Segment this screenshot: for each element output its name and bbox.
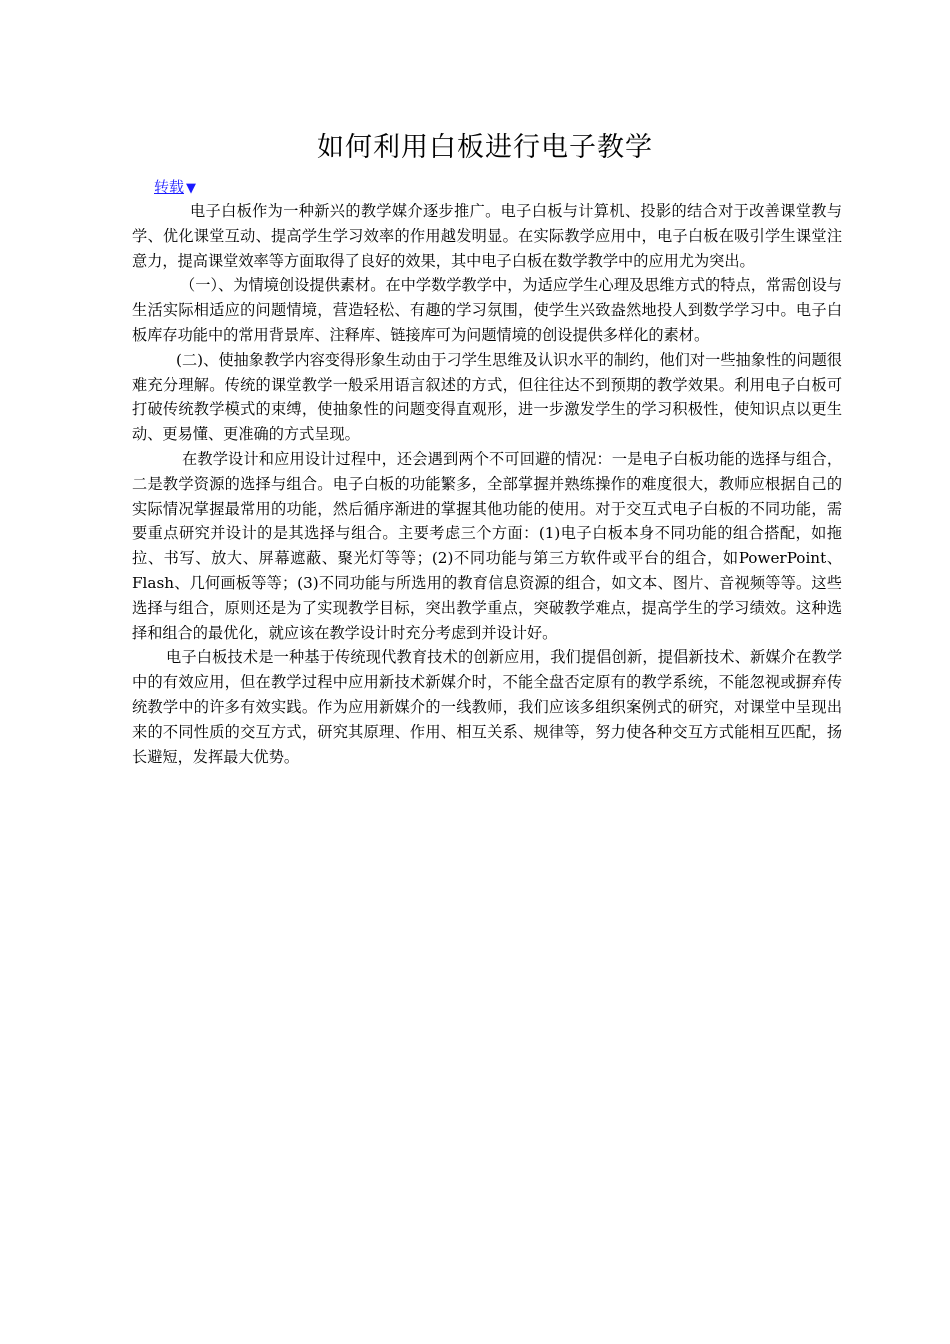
repost-label: 转载: [154, 178, 185, 196]
paragraph-section-2: (二)、使抽象教学内容变得形象生动由于刁学生思维及认识水平的制约，他们对一些抽象性的问题很难充分理解。传统的课堂教学一般采用语言叙述的方式，但往往达不到预期的教学效果。利用电子白板可打破传统教学模式的束缚，使抽象性的问题变得直观形，进一步激发学生的学习积极性，使知识点以更生动、更易懂、更准确的方式呈现。: [132, 350, 842, 444]
page-title: 如何利用白板进行电子教学: [317, 132, 653, 163]
paragraph-conclusion: 电子白板技术是一种基于传统现代教育技术的创新应用，我们提倡创新，提倡新技术、新媒介在教学中的有效应用，但在教学过程中应用新技术新媒介时，不能全盘否定原有的教学系统，不能忽视或摒弃传统教学中的许多有效实践。作为应用新媒介的一线教师，我们应该多组织案例式的研究，对课堂中呈现出来的不同性质的交互方式，研究其原理、作用、相互关系、规律等，努力使各种交互方式能相互匹配，扬长避短，发挥最大优势。: [132, 648, 842, 766]
repost-link[interactable]: [154, 176, 196, 200]
paragraph-section-1: （一）、为情境创设提供素材。在中学数学教学中，为适应学生心理及思维方式的特点，常需创设与生活实际相适应的问题情境，营造轻松、有趣的学习氛围，使学生兴致盎然地投人到数学学习中。电子白板库存功能中的常用背景库、注释库、链接库可为问题情境的创设提供多样化的素材。: [132, 276, 842, 344]
paragraph-design: 在教学设计和应用设计过程中，还会遇到两个不可回避的情况：一是电子白板功能的选择与组合，二是教学资源的选择与组合。电子白板的功能繁多，全部掌握并熟练操作的难度很大，教师应根据自己的实际情况掌握最常用的功能，然后循序渐进的掌握其他功能的使用。对于交互式电子白板的不同功能，需要重点研究并设计的是其选择与组合。主要考虑三个方面：(1)电子白板本身不同功能的组合搭配，如拖拉、书写、放大、屏幕遮蔽、聚光灯等等；(2)不同功能与第三方软件或平台的组合，如PowerPoint、Flash、几何画板等等；(3)不同功能与所选用的教育信息资源的组合，如文本、图片、音视频等等。这些选择与组合，原则还是为了实现教学目标，突出教学重点，突破教学难点，提高学生的学习绩效。这种选择和组合的最优化，就应该在教学设计时充分考虑到并设计好。: [132, 449, 842, 642]
article-body: [132, 199, 842, 769]
triangle-down-icon: ▼: [186, 181, 197, 196]
paragraph-intro: 电子白板作为一种新兴的教学媒介逐步推广。电子白板与计算机、投影的结合对于改善课堂教与学、优化课堂互动、提高学生学习效率的作用越发明显。在实际教学应用中，电子白板在吸引学生课堂注意力，提高课堂效率等方面取得了良好的效果，其中电子白板在数学教学中的应用尤为突出。: [132, 202, 842, 270]
